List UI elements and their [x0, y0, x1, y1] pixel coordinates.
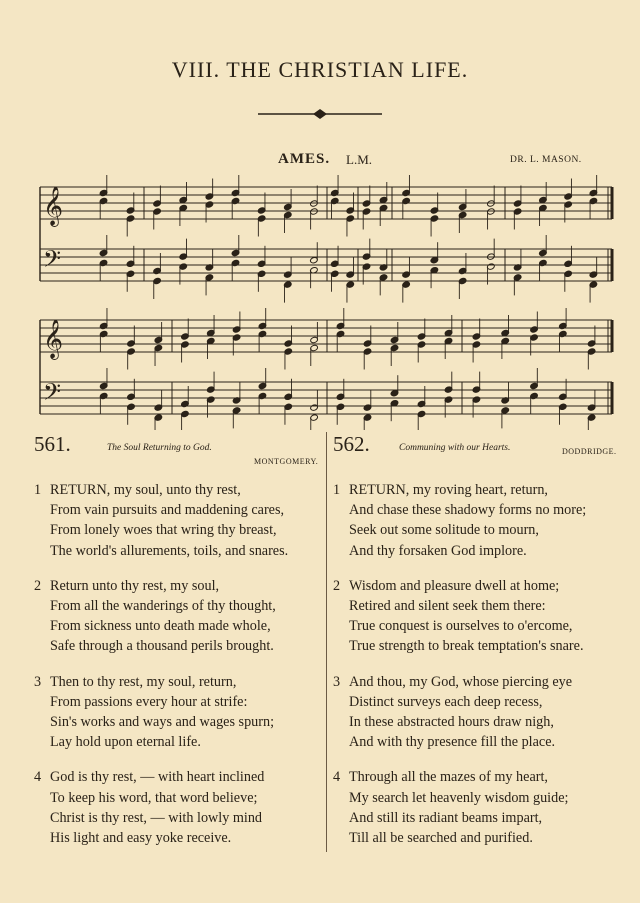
verse-text: From all the wanderings of thy thought, [50, 598, 276, 615]
verse-line [333, 636, 633, 656]
verse-line [34, 636, 334, 656]
verse-text: Seek out some solitude to mourn, [349, 522, 539, 539]
verse-text: And chase these shadowy forms no more; [349, 502, 587, 519]
hymn-562 [333, 434, 633, 863]
verse-text: The world's allurements, toils, and snares. [50, 542, 289, 559]
hymn-561 [34, 434, 334, 863]
verse-line [34, 541, 334, 561]
verse-text: From passions every hour at strife: [50, 693, 248, 710]
treble-clef-icon: 𝄞 [43, 186, 64, 226]
verse-line [333, 672, 633, 692]
treble-clef-icon: 𝄞 [43, 319, 64, 359]
verse-text: And with thy presence fill the place. [349, 734, 556, 751]
verse-text: Return unto thy rest, my soul, [50, 577, 220, 594]
stanza-number: 4 [34, 769, 42, 786]
stanza-number: 3 [333, 673, 341, 690]
verse-text: Distinct surveys each deep recess, [349, 693, 543, 710]
stanza [34, 767, 334, 848]
verse-line [333, 576, 633, 596]
verse-text: Christ is thy rest, — with lowly mind [50, 809, 263, 826]
verse-line [34, 732, 334, 752]
stanza [34, 480, 334, 561]
verse-text: And thy forsaken God implore. [349, 542, 527, 559]
verse-text: From sickness unto death made whole, [50, 618, 271, 635]
verse-line [333, 541, 633, 561]
music-score [0, 0, 640, 430]
stanza-number: 3 [34, 673, 42, 690]
stanza-number: 4 [333, 769, 341, 786]
verse-text: And thou, my God, whose piercing eye [349, 673, 573, 690]
verse-text: His light and easy yoke receive. [50, 830, 232, 847]
verse-line [34, 520, 334, 540]
hymn-author: DODDRIDGE. [562, 447, 617, 456]
stanza [333, 576, 633, 657]
verse-line [333, 520, 633, 540]
verse-text: True strength to break temptation's snare. [349, 638, 584, 655]
verse-line [333, 732, 633, 752]
bass-clef-icon: 𝄢 [43, 378, 62, 411]
verse-line [34, 596, 334, 616]
hymn-title: The Soul Returning to God. [107, 443, 212, 453]
verse-line [333, 767, 633, 787]
verse-text: Sin's works and ways and wages spurn; [50, 714, 275, 731]
verse-line [34, 692, 334, 712]
verse-text: Then to thy rest, my soul, return, [50, 673, 237, 690]
hymn-author: MONTGOMERY. [254, 457, 319, 466]
stanza [34, 576, 334, 657]
stanza-list [34, 480, 334, 848]
verse-text: God is thy rest, — with heart inclined [50, 769, 265, 786]
verse-line [333, 480, 633, 500]
hymn-title: Communing with our Hearts. [399, 443, 511, 453]
verse-text: To keep his word, that word believe; [50, 789, 258, 806]
bass-clef-icon: 𝄢 [43, 245, 62, 278]
verse-line [34, 616, 334, 636]
verse-line [34, 672, 334, 692]
verse-text: In these abstracted hours draw nigh, [349, 714, 554, 731]
verse-line [34, 480, 334, 500]
verse-line [333, 808, 633, 828]
verse-line [34, 712, 334, 732]
verse-line [333, 616, 633, 636]
stanza-number: 2 [333, 577, 341, 594]
verse-line [34, 500, 334, 520]
stanza [34, 672, 334, 753]
hymn-header [333, 434, 633, 480]
stanza [333, 480, 633, 561]
verse-line [34, 808, 334, 828]
verse-text: And still its radiant beams impart, [349, 809, 543, 826]
tune-name: AMES. [278, 151, 331, 167]
verse-line [34, 828, 334, 848]
stanza-number: 1 [333, 482, 341, 498]
verse-text: Till all be searched and purified. [349, 830, 533, 847]
verse-text: Wisdom and pleasure dwell at home; [349, 577, 560, 594]
verse-text: Through all the mazes of my heart, [349, 769, 548, 786]
verse-line [333, 500, 633, 520]
verse-line [333, 596, 633, 616]
verse-line [333, 788, 633, 808]
section-title: VIII. THE CHRISTIAN LIFE. [171, 57, 469, 82]
verse-line [333, 692, 633, 712]
verse-text: True conquest is ourselves to o'ercome, [349, 618, 573, 635]
verse-text: Lay hold upon eternal life. [50, 734, 201, 751]
stanza [333, 672, 633, 753]
stanza-number: 2 [34, 577, 42, 594]
verse-text: RETURN, my roving heart, return, [349, 482, 548, 498]
tune-composer: DR. L. MASON. [510, 155, 582, 165]
stanza-number: 1 [34, 482, 42, 498]
hymn-header [34, 434, 334, 480]
verse-text: From lonely woes that wring thy breast, [50, 522, 277, 539]
verse-line [34, 576, 334, 596]
stanza [333, 767, 633, 848]
verse-line [333, 712, 633, 732]
tune-meter: L.M. [346, 152, 372, 167]
verse-text: My search let heavenly wisdom guide; [349, 789, 569, 806]
verse-line [34, 767, 334, 787]
verse-line [34, 788, 334, 808]
hymn-number: 562. [333, 432, 370, 456]
verse-text: From vain pursuits and maddening cares, [50, 502, 285, 519]
hymn-number: 561. [34, 432, 71, 456]
stanza-list [333, 480, 633, 848]
verse-text: RETURN, my soul, unto thy rest, [50, 482, 241, 498]
verse-line [333, 828, 633, 848]
verse-text: Safe through a thousand perils brought. [50, 638, 274, 655]
verse-text: Retired and silent seek them there: [349, 598, 546, 615]
